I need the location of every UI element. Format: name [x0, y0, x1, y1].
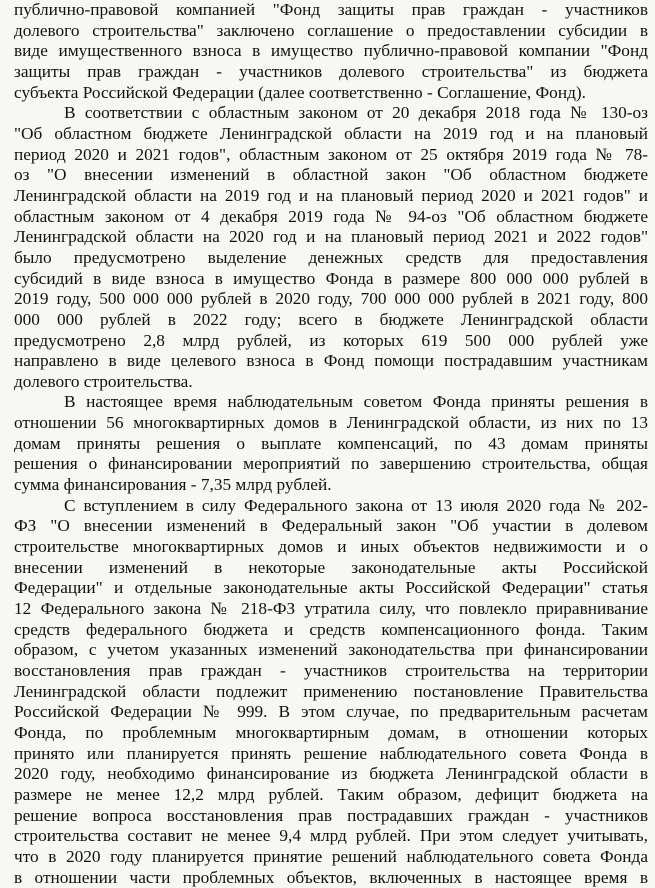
text-line: публично-правовой компанией "Фонд защиты прав граждан - участников — [14, 0, 648, 19]
text-line: период 2020 и 2021 годов", областным законом от 25 октября 2019 года № 78- — [14, 144, 648, 164]
text-line: размере не менее 12,2 млрд рублей. Таким образом, дефицит бюджета на — [14, 784, 648, 804]
text-line: субсидий в виде взноса в имущество Фонда в размере 800 000 000 рублей в — [14, 268, 648, 288]
text-line: домам приняты решения о выплате компенсаций, по 43 домам приняты — [14, 433, 648, 453]
text-line: направлено в виде целевого взноса в Фонд помощи пострадавшим участникам — [14, 351, 648, 371]
text-line: восстановления прав граждан - участников строительства на территории — [14, 661, 648, 680]
text-line: принято или планируется принять решение наблюдательного совета Фонда в — [14, 743, 648, 763]
text-line: что в 2020 году планируется принятие решений наблюдательного совета Фонда — [14, 846, 648, 866]
text-line: С вступлением в силу Федерального закона от 13 июля 2020 года № 202- — [64, 495, 648, 515]
text-line: Российской Федерации № 999. В этом случае, по предварительным расчетам — [14, 702, 648, 722]
text-line: Ленинградской области подлежит применению постановление Правительства — [14, 681, 648, 701]
text-line: предусмотрено 2,8 млрд рублей, из которых 619 500 000 рублей уже — [14, 330, 648, 350]
text-line: долевого строительства. — [14, 371, 193, 391]
text-line: "Об областном бюджете Ленинградской области на 2019 год и на плановый — [14, 123, 648, 143]
text-line: защиты прав граждан - участников долевого строительства" из бюджета — [14, 61, 648, 81]
text-line: решения о финансировании мероприятий по завершению строительства, общая — [14, 454, 648, 474]
text-line: средств федерального бюджета и средств компенсационного фонда. Таким — [14, 619, 648, 639]
text-line: строительстве многоквартирных домов и иных объектов недвижимости и о — [14, 537, 648, 557]
text-line: 000 000 рублей в 2022 году; всего в бюджете Ленинградской области — [14, 309, 648, 329]
text-line: В соответствии с областным законом от 20 декабря 2018 года № 130-оз — [64, 103, 648, 123]
text-line: 2019 году, 500 000 000 рублей в 2020 году, 700 000 000 рублей в 2021 году, 800 — [14, 289, 648, 309]
text-line: областным законом от 4 декабря 2019 года № 94-оз "Об областном бюджете — [14, 206, 648, 226]
text-line: решение вопроса восстановления прав пострадавших граждан - участников — [14, 805, 648, 825]
text-line: в отношении части проблемных объектов, включенных в настоящее время в — [14, 867, 648, 887]
text-line: долевого строительства" заключено соглашение о предоставлении субсидии в — [14, 20, 648, 40]
document-page — [14, 0, 648, 888]
text-line: Федерации" и отдельные законодательные акты Российской Федерации" статья — [14, 578, 648, 598]
text-line: Ленинградской области на 2019 год и на плановый период 2020 и 2021 годов" и — [14, 185, 648, 205]
text-line: субъекта Российской Федерации (далее соответственно - Соглашение, Фонд). — [14, 82, 586, 102]
text-line: внесении изменений в некоторые законодательные акты Российской — [14, 557, 648, 577]
text-line: 12 Федерального закона № 218-ФЗ утратила силу, что повлекло приравнивание — [14, 599, 648, 619]
paragraph-4 — [14, 496, 648, 888]
text-line: Ленинградской области на 2020 год и на плановый период 2021 и 2022 годов" — [14, 227, 648, 247]
text-line: сумма финансирования - 7,35 млрд рублей. — [14, 475, 332, 495]
text-line: 2020 году, необходимо финансирование из бюджета Ленинградской области в — [14, 764, 648, 784]
text-line: оз "О внесении изменений в областной закон "Об областном бюджете — [14, 165, 648, 185]
text-line: виде имущественного взноса в имущество публично-правовой компании "Фонд — [14, 41, 648, 61]
text-line: отношении 56 многоквартирных домов в Ленинградской области, из них по 13 — [14, 413, 648, 433]
text-line: образом, с учетом указанных изменений законодательства при финансировании — [14, 640, 648, 660]
text-line: ФЗ "О внесении изменений в Федеральный закон "Об участии в долевом — [14, 516, 648, 536]
paragraph-1 — [14, 0, 648, 103]
text-line: строительства составит не менее 9,4 млрд рублей. При этом следует учитывать, — [14, 826, 648, 846]
text-line: было предусмотрено выделение денежных средств для предоставления — [14, 247, 648, 267]
text-line: Фонда, по проблемным многоквартирным домам, в отношении которых — [14, 722, 648, 742]
paragraph-3 — [14, 392, 648, 495]
text-line: В настоящее время наблюдательным советом Фонда приняты решения в — [64, 392, 648, 412]
paragraph-2 — [14, 103, 648, 392]
